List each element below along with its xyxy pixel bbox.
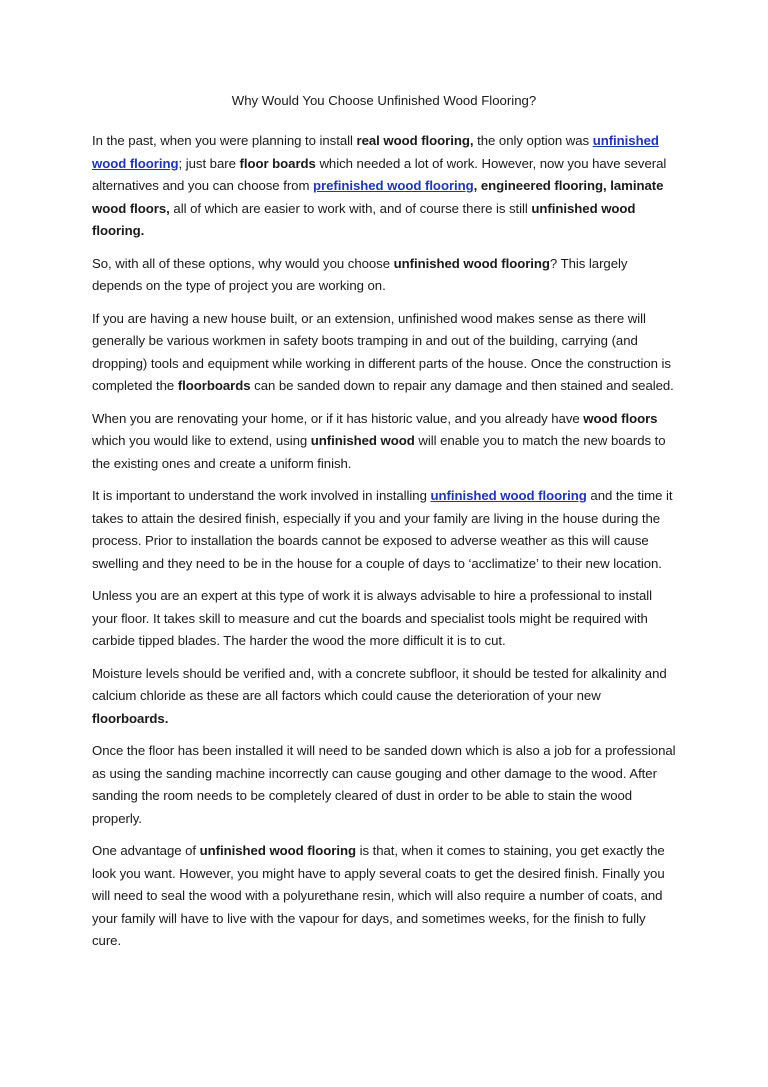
bold-text: floorboards <box>177 378 251 393</box>
text: Unless you are an expert at this type of work it is always advisable to hire a professional to install your floor. It takes skill to measure and cut the boards and specialist tools might be required with carbide tipped blades. The harder the wood the more difficult it is to cut. <box>92 588 653 648</box>
text: which you would like to extend, using <box>92 433 311 448</box>
bold-text: floorboards. <box>92 710 169 726</box>
bold-text: unfinished wood flooring <box>393 255 550 271</box>
bold-text: engineered flooring, laminate wood floors, <box>92 178 664 216</box>
text: If you are having a new house built, or an extension, unfinished wood makes sense as there will generally be various workmen in safety boots tramping in and out of the building, carrying (and dropping) tools and equipment while working in different parts of the house. Once the construction is completed the <box>92 310 671 393</box>
link-unfinished-wood-flooring-2[interactable]: unfinished wood flooring <box>430 488 587 503</box>
paragraph-5 <box>92 485 676 575</box>
paragraph-6 <box>92 585 676 653</box>
text: which needed a lot of work. However, now you have several alternatives and you can choose from <box>92 155 667 193</box>
paragraph-8 <box>92 740 676 830</box>
paragraph-9 <box>92 840 676 953</box>
page-title: Why Would You Choose Unfinished Wood Flooring? <box>231 93 537 108</box>
bold-text: unfinished wood flooring <box>199 843 356 858</box>
text: Once the floor has been installed it will need to be sanded down which is also a job for a professional as using the sanding machine incorrectly can cause gouging and other damage to the wood. After sanding the room needs to be completely cleared of dust in order to be able to stain the wood properly. <box>92 743 676 826</box>
text: So, with all of these options, why would you choose <box>92 255 394 271</box>
text: the only option was <box>473 133 593 148</box>
paragraph-1 <box>92 130 676 243</box>
text: , <box>473 178 481 193</box>
bold-text: unfinished wood flooring. <box>92 200 636 238</box>
text: One advantage of <box>92 843 200 858</box>
text: Moisture levels should be verified and, with a concrete subfloor, it should be tested for alkalinity and calcium chloride as these are all factors which could cause the deterioration of your new <box>92 665 667 703</box>
text: and the time it takes to attain the desired finish, especially if you and your family are living in the house during the process. Prior to installation the boards cannot be exposed to adverse weather as this will cause swelling and they need to be in the house for a couple of days to ‘acclimatize’ to their new location. <box>92 488 673 571</box>
text: can be sanded down to repair any damage and then stained and sealed. <box>250 378 674 393</box>
link-prefinished-wood-flooring[interactable]: prefinished wood flooring <box>313 178 474 193</box>
text: It is important to understand the work involved in installing <box>92 488 431 503</box>
paragraph-3 <box>92 308 676 398</box>
bold-text: floor boards <box>239 155 316 171</box>
text: ? This largely depends on the type of project you are working on. <box>92 255 628 293</box>
bold-text: unfinished wood <box>310 433 415 448</box>
text: all of which are easier to work with, and of course there is still <box>169 200 532 216</box>
link-unfinished-wood-flooring[interactable]: unfinished wood flooring <box>92 133 659 171</box>
paragraph-4 <box>92 408 676 476</box>
text: is that, when it comes to staining, you get exactly the look you want. However, you might have to apply several coats to get the desired finish. Finally you will need to seal the wood with a polyurethane resin, which will also require a number of coats, and your family will have to live with the vapour for days, and sometimes weeks, for the finish to fully cure. <box>92 843 665 948</box>
bold-text: wood floors <box>583 410 658 426</box>
paragraph-7 <box>92 663 676 731</box>
paragraph-2 <box>92 253 676 298</box>
text: will enable you to match the new boards to the existing ones and create a uniform finish. <box>92 433 666 471</box>
text: ; just bare <box>178 155 240 171</box>
bold-text: real wood flooring, <box>356 133 474 148</box>
text: When you are renovating your home, or if it has historic value, and you already have <box>92 410 584 426</box>
text: In the past, when you were planning to install <box>92 133 357 148</box>
